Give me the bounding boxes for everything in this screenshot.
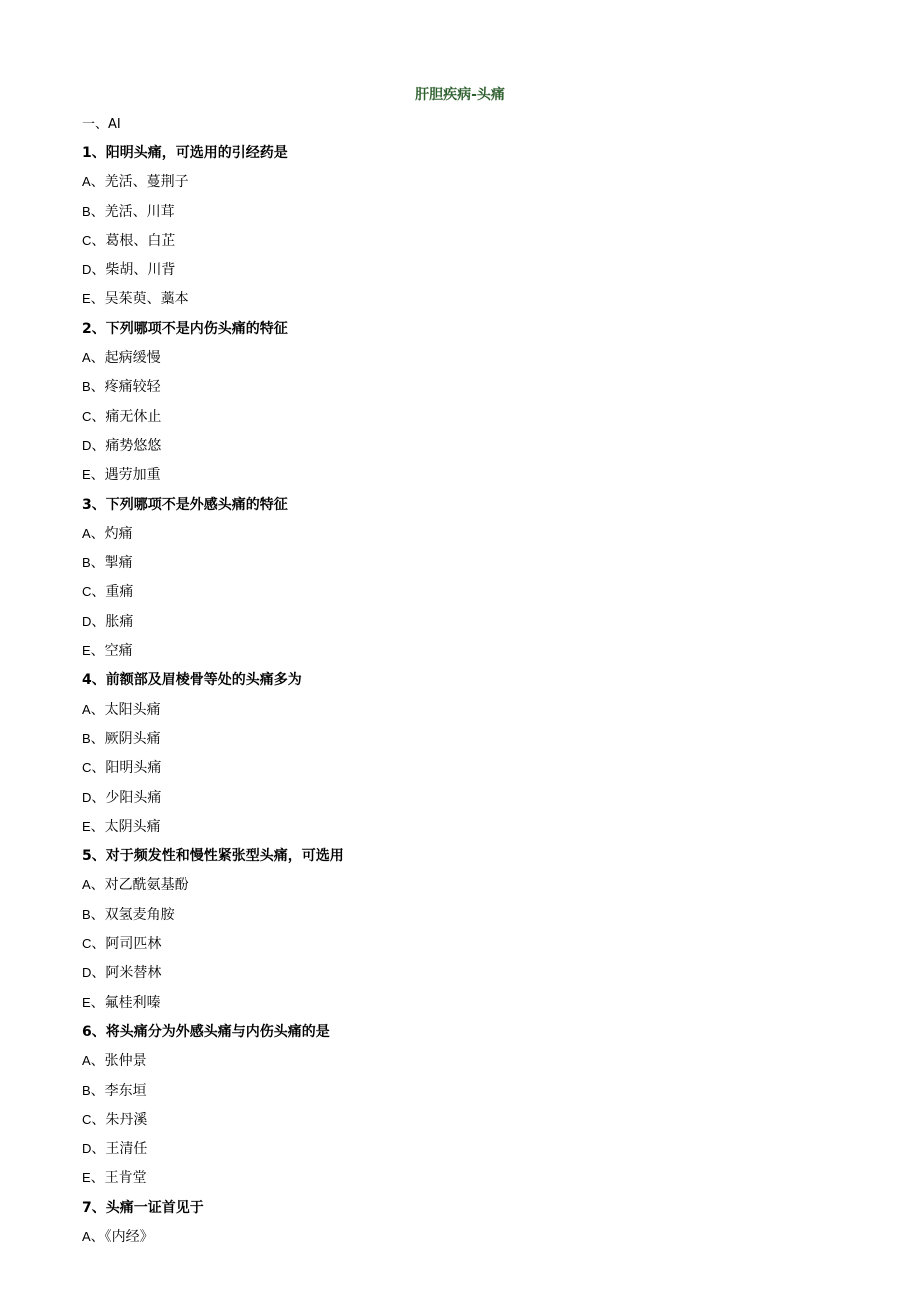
option-letter: E bbox=[82, 1170, 91, 1186]
option-letter: C bbox=[82, 936, 92, 952]
option-separator: 、 bbox=[90, 643, 105, 660]
answer-option-e bbox=[82, 993, 842, 1022]
option-separator: 、 bbox=[90, 701, 105, 718]
option-separator: 、 bbox=[91, 232, 106, 249]
question-list bbox=[82, 143, 842, 1256]
answer-option-a bbox=[82, 1227, 842, 1256]
answer-option-d bbox=[82, 436, 842, 465]
option-letter: B bbox=[82, 555, 91, 571]
option-text: 少阳头痛 bbox=[105, 789, 162, 806]
question-number: 1 bbox=[82, 145, 92, 161]
option-letter: D bbox=[82, 437, 92, 453]
option-letter: E bbox=[82, 467, 91, 483]
answer-option-d bbox=[82, 260, 842, 289]
answer-option-a bbox=[82, 348, 842, 377]
option-letter: D bbox=[82, 613, 92, 629]
answer-option-b bbox=[82, 553, 842, 582]
option-text: 厥阴头痛 bbox=[104, 730, 161, 747]
answer-option-a bbox=[82, 172, 842, 201]
question-number: 4 bbox=[82, 672, 92, 689]
option-text: 胀痛 bbox=[105, 613, 134, 630]
option-separator: 、 bbox=[91, 936, 106, 953]
option-separator: 、 bbox=[91, 437, 106, 454]
answer-option-e bbox=[82, 289, 842, 318]
option-letter: C bbox=[82, 408, 92, 424]
answer-option-d bbox=[82, 1139, 842, 1168]
option-text: 阿米替林 bbox=[105, 965, 162, 982]
question-separator: 、 bbox=[91, 145, 106, 161]
question-6 bbox=[82, 1022, 842, 1051]
option-separator: 、 bbox=[91, 965, 106, 982]
option-letter: D bbox=[82, 965, 92, 981]
question-1 bbox=[82, 143, 842, 172]
question-4 bbox=[82, 670, 842, 699]
option-separator: 、 bbox=[91, 760, 106, 777]
option-text: 柴胡、川背 bbox=[105, 262, 176, 279]
answer-option-c bbox=[82, 582, 842, 611]
answer-option-e bbox=[82, 1168, 842, 1197]
answer-option-a bbox=[82, 875, 842, 904]
option-separator: 、 bbox=[90, 730, 105, 747]
option-text: 重痛 bbox=[105, 584, 134, 601]
answer-option-b bbox=[82, 905, 842, 934]
option-separator: 、 bbox=[90, 203, 105, 220]
question-number: 6 bbox=[82, 1023, 92, 1040]
answer-option-e bbox=[82, 817, 842, 846]
option-letter: E bbox=[82, 818, 91, 834]
question-3 bbox=[82, 495, 842, 524]
answer-option-e bbox=[82, 465, 842, 494]
answer-option-b bbox=[82, 729, 842, 758]
option-separator: 、 bbox=[91, 1141, 106, 1158]
answer-option-d bbox=[82, 612, 842, 641]
question-number: 2 bbox=[82, 320, 92, 337]
option-text: 羌活、川茸 bbox=[104, 203, 175, 220]
option-text: 疼痛较轻 bbox=[104, 379, 161, 396]
option-separator: 、 bbox=[91, 1111, 106, 1128]
option-text: 灼痛 bbox=[104, 525, 133, 542]
question-2 bbox=[82, 319, 842, 348]
option-text: 阳明头痛 bbox=[105, 760, 162, 777]
option-text: 王清任 bbox=[105, 1141, 148, 1158]
question-separator: 、 bbox=[91, 848, 106, 865]
option-letter: E bbox=[82, 643, 91, 659]
question-text: 前额部及眉棱骨等处的头痛多为 bbox=[105, 672, 302, 689]
option-letter: A bbox=[82, 701, 91, 717]
question-separator: 、 bbox=[91, 320, 106, 337]
option-text: 羌活、蔓荆子 bbox=[104, 174, 189, 191]
question-number: 5 bbox=[82, 848, 92, 865]
option-letter: A bbox=[82, 174, 91, 190]
option-text: 阿司匹林 bbox=[105, 936, 162, 953]
option-separator: 、 bbox=[90, 174, 105, 191]
answer-option-b bbox=[82, 1081, 842, 1110]
option-text: 对乙酰氨基酚 bbox=[104, 877, 189, 894]
option-separator: 、 bbox=[91, 262, 106, 279]
option-text: 太阴头痛 bbox=[104, 818, 161, 835]
option-separator: 、 bbox=[91, 613, 106, 630]
option-letter: B bbox=[82, 730, 91, 746]
question-text: 阳明头痛，可选用的引经药是 bbox=[105, 145, 288, 161]
answer-option-b bbox=[82, 377, 842, 406]
option-text: 朱丹溪 bbox=[105, 1111, 148, 1128]
option-separator: 、 bbox=[90, 467, 105, 484]
option-text: 氟桂利嗪 bbox=[104, 994, 161, 1011]
option-letter: A bbox=[82, 1228, 91, 1244]
option-separator: 、 bbox=[90, 906, 105, 923]
option-text: 起病缓慢 bbox=[104, 350, 161, 367]
option-letter: D bbox=[82, 262, 92, 278]
option-text: 王肯堂 bbox=[104, 1170, 147, 1187]
answer-option-e bbox=[82, 641, 842, 670]
option-letter: C bbox=[82, 584, 92, 600]
option-text: 李东垣 bbox=[104, 1082, 147, 1099]
question-5 bbox=[82, 846, 842, 875]
option-separator: 、 bbox=[90, 877, 105, 894]
answer-option-c bbox=[82, 407, 842, 436]
question-text: 对于频发性和慢性紧张型头痛，可选用 bbox=[105, 848, 344, 865]
option-letter: E bbox=[82, 994, 91, 1010]
option-letter: A bbox=[82, 877, 91, 893]
question-separator: 、 bbox=[91, 496, 106, 513]
document-title: 肝胆疾病-头痛 bbox=[415, 87, 505, 103]
option-separator: 、 bbox=[90, 350, 105, 367]
option-separator: 、 bbox=[90, 994, 105, 1011]
option-letter: A bbox=[82, 350, 91, 366]
answer-option-b bbox=[82, 202, 842, 231]
option-text: 掣痛 bbox=[104, 555, 133, 572]
question-7 bbox=[82, 1198, 842, 1227]
option-separator: 、 bbox=[90, 379, 105, 396]
option-text: 葛根、白芷 bbox=[105, 232, 176, 249]
option-letter: B bbox=[82, 1082, 91, 1098]
question-number: 3 bbox=[82, 496, 92, 513]
option-separator: 、 bbox=[90, 1170, 105, 1187]
answer-option-c bbox=[82, 758, 842, 787]
answer-option-c bbox=[82, 1110, 842, 1139]
option-letter: C bbox=[82, 760, 92, 776]
option-separator: 、 bbox=[90, 1082, 105, 1099]
option-text: 遇劳加重 bbox=[104, 467, 161, 484]
answer-option-a bbox=[82, 1051, 842, 1080]
question-separator: 、 bbox=[91, 672, 106, 689]
question-text: 下列哪项不是内伤头痛的特征 bbox=[105, 320, 288, 337]
option-separator: 、 bbox=[90, 291, 105, 308]
option-text: 《内经》 bbox=[104, 1228, 154, 1245]
option-text: 空痛 bbox=[104, 643, 133, 660]
option-text: 吴茱萸、藁本 bbox=[104, 291, 189, 308]
option-text: 痛无休止 bbox=[105, 408, 162, 425]
option-separator: 、 bbox=[90, 525, 105, 542]
option-separator: 、 bbox=[90, 555, 105, 572]
question-text: 将头痛分为外感头痛与内伤头痛的是 bbox=[105, 1023, 330, 1040]
option-separator: 、 bbox=[90, 1053, 105, 1070]
option-separator: 、 bbox=[91, 408, 106, 425]
option-letter: B bbox=[82, 203, 91, 219]
answer-option-d bbox=[82, 788, 842, 817]
answer-option-d bbox=[82, 963, 842, 992]
option-separator: 、 bbox=[91, 584, 106, 601]
option-letter: B bbox=[82, 379, 91, 395]
question-text: 头痛一证首见于 bbox=[105, 1199, 204, 1216]
option-letter: C bbox=[82, 232, 92, 248]
question-number: 7 bbox=[82, 1199, 92, 1216]
option-letter: A bbox=[82, 1053, 91, 1069]
option-text: 太阳头痛 bbox=[104, 701, 161, 718]
option-text: 痛势悠悠 bbox=[105, 437, 162, 454]
option-letter: D bbox=[82, 1141, 92, 1157]
question-separator: 、 bbox=[91, 1199, 106, 1216]
option-letter: B bbox=[82, 906, 91, 922]
option-letter: D bbox=[82, 789, 92, 805]
option-letter: C bbox=[82, 1111, 92, 1127]
option-text: 张仲景 bbox=[104, 1053, 147, 1070]
option-separator: 、 bbox=[90, 818, 105, 835]
answer-option-a bbox=[82, 524, 842, 553]
option-separator: 、 bbox=[91, 789, 106, 806]
option-letter: A bbox=[82, 525, 91, 541]
answer-option-c bbox=[82, 934, 842, 963]
question-separator: 、 bbox=[91, 1023, 106, 1040]
question-text: 下列哪项不是外感头痛的特征 bbox=[105, 496, 288, 513]
answer-option-c bbox=[82, 231, 842, 260]
option-letter: E bbox=[82, 291, 91, 307]
option-separator: 、 bbox=[90, 1228, 105, 1245]
answer-option-a bbox=[82, 700, 842, 729]
section-heading: 一、AI bbox=[82, 117, 121, 132]
option-text: 双氢麦角胺 bbox=[104, 906, 175, 923]
